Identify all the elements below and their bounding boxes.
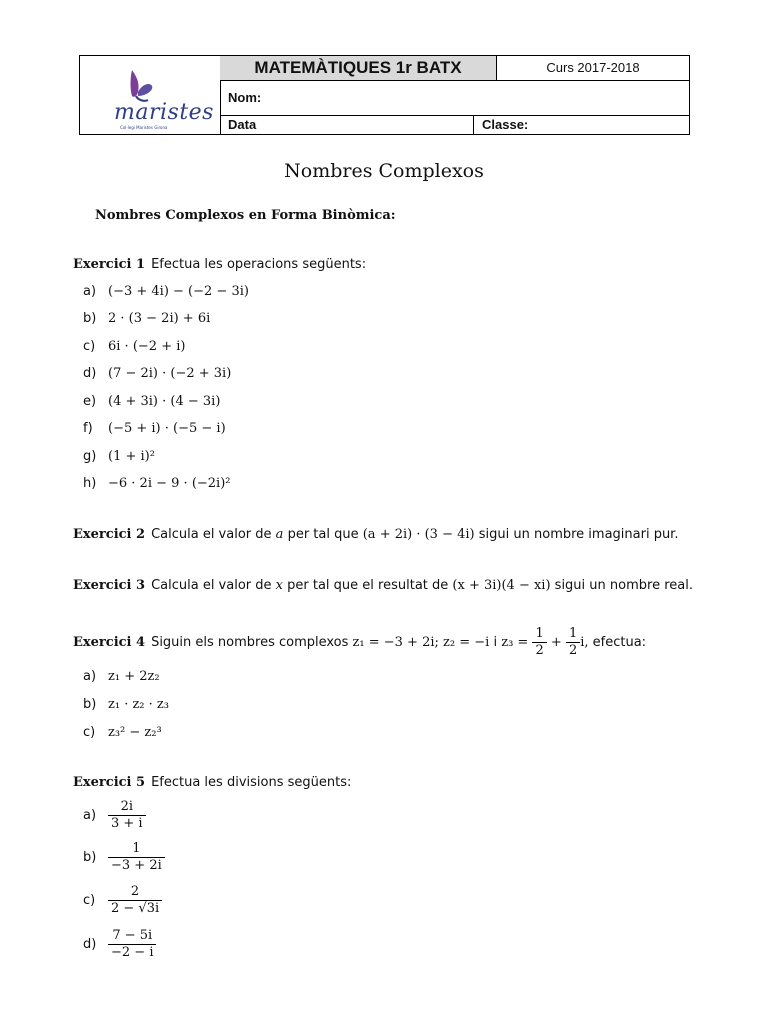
item-label: a) <box>83 284 97 299</box>
exercise-3-text: per tal que el resultat de <box>287 578 449 593</box>
item-expression: (7 − 2i) · (−2 + 3i) <box>108 366 232 381</box>
fraction <box>108 884 162 917</box>
fraction-denominator: 2 <box>568 643 578 658</box>
fraction-denominator: 2 <box>535 643 544 658</box>
item-label: g) <box>83 449 97 464</box>
fraction-numerator: 7 − 5i <box>108 928 156 945</box>
exercise-1-statement <box>73 257 366 272</box>
item-expression: (−5 + i) · (−5 − i) <box>108 421 226 436</box>
fraction-numerator: 1 <box>108 841 165 858</box>
exercise-4-item <box>83 697 169 712</box>
exercise-2-text: sigui un nombre imaginari pur. <box>478 527 679 542</box>
exercise-5-statement <box>73 775 351 790</box>
z1-definition: z₁ = −3 + 2i; <box>352 635 439 650</box>
exercise-1-item <box>83 311 210 326</box>
exercise-4-text: efectua: <box>592 635 647 650</box>
exercise-1-label: Exercici 1 <box>73 257 146 272</box>
header-table <box>79 55 690 135</box>
variable-a: a <box>275 527 284 542</box>
item-expression: 6i · (−2 + i) <box>108 339 186 354</box>
subject-title: MATEMÀTIQUES 1r BATX <box>220 56 497 81</box>
item-label: a) <box>83 669 97 684</box>
logo-wordmark: maristes <box>114 100 214 125</box>
exercise-3-statement <box>73 578 693 593</box>
fraction-numerator: 1 <box>566 626 580 643</box>
variable-x: x <box>275 578 283 593</box>
exercise-4-item <box>83 725 162 740</box>
name-field[interactable]: Nom: <box>220 81 689 116</box>
item-label: c) <box>83 725 96 740</box>
item-label: b) <box>83 697 97 712</box>
item-label: a) <box>83 808 97 823</box>
item-label: d) <box>83 366 97 381</box>
item-expression: (4 + 3i) · (4 − 3i) <box>108 394 221 409</box>
item-label: b) <box>83 311 97 326</box>
exercise-4-item <box>83 669 160 684</box>
item-label: e) <box>83 394 97 409</box>
exercise-2-expression: (a + 2i) · (3 − 4i) <box>362 527 475 542</box>
z3-prefix: z₃ = <box>501 635 529 650</box>
section-heading: Nombres Complexos en Forma Binòmica: <box>95 208 396 223</box>
exercise-5-item <box>83 928 156 961</box>
fraction-numerator: 2 <box>108 884 162 901</box>
logo-cell <box>80 56 221 134</box>
fraction-denominator: 2 − √3i <box>111 901 160 916</box>
item-expression: z₃² − z₂³ <box>108 725 162 740</box>
exercise-4-label: Exercici 4 <box>73 635 146 650</box>
exercise-1-item <box>83 449 155 464</box>
item-expression: z₁ · z₂ · z₃ <box>108 697 169 712</box>
conjunction: i <box>493 635 498 650</box>
plus-sign: + <box>550 635 562 650</box>
exercise-2-label: Exercici 2 <box>73 527 146 542</box>
exercise-2-statement <box>73 527 678 542</box>
exercise-1-item <box>83 421 226 436</box>
exercise-5-item <box>83 799 146 832</box>
exercise-5-item <box>83 841 165 874</box>
item-label: b) <box>83 850 97 865</box>
exercise-2-text: Calcula el valor de <box>151 527 272 542</box>
fraction <box>566 626 580 659</box>
exercise-3-label: Exercici 3 <box>73 578 146 593</box>
fraction-denominator: −2 − i <box>111 945 154 960</box>
exercise-4-statement <box>73 626 646 659</box>
fraction <box>532 626 546 659</box>
item-label: f) <box>83 421 93 436</box>
item-expression: z₁ + 2z₂ <box>108 669 160 684</box>
exercise-2-text: per tal que <box>287 527 359 542</box>
item-expression: 2 · (3 − 2i) + 6i <box>108 311 211 326</box>
item-label: c) <box>83 893 96 908</box>
z2-definition: z₂ = −i <box>443 635 490 650</box>
z3-suffix: i, <box>580 635 589 650</box>
exercise-5-text: Efectua les divisions següents: <box>151 775 352 790</box>
item-expression: −6 · 2i − 9 · (−2i)² <box>108 476 231 491</box>
item-label: d) <box>83 937 97 952</box>
exercise-1-item <box>83 476 231 491</box>
fraction-numerator: 1 <box>532 626 546 643</box>
item-label: h) <box>83 476 97 491</box>
exercise-1-item <box>83 284 249 299</box>
class-field[interactable]: Classe: <box>482 117 529 132</box>
exercise-3-text: sigui un nombre real. <box>554 578 693 593</box>
exercise-5-item <box>83 884 162 917</box>
logo-subtext: Col·legi Maristes Girona <box>120 125 168 130</box>
fraction-numerator: 2i <box>108 799 146 816</box>
fraction <box>108 841 165 874</box>
fraction <box>108 799 146 832</box>
item-expression: (−3 + 4i) − (−2 − 3i) <box>108 284 249 299</box>
fraction-denominator: −3 + 2i <box>111 858 162 873</box>
exercise-1-item <box>83 394 220 409</box>
exercise-4-text: Siguin els nombres complexos <box>151 635 349 650</box>
exercise-3-expression: (x + 3i)(4 − xi) <box>452 578 551 593</box>
course-year: Curs 2017-2018 <box>497 56 689 81</box>
page-title: Nombres Complexos <box>284 160 484 182</box>
exercise-3-text: Calcula el valor de <box>151 578 272 593</box>
fraction-denominator: 3 + i <box>111 816 143 831</box>
item-expression: (1 + i)² <box>108 449 155 464</box>
exercise-5-label: Exercici 5 <box>73 775 146 790</box>
exercise-1-item <box>83 366 231 381</box>
fraction <box>108 928 156 961</box>
exercise-1-text: Efectua les operacions següents: <box>151 257 367 272</box>
exercise-1-item <box>83 339 185 354</box>
item-label: c) <box>83 339 96 354</box>
date-field[interactable]: Data <box>220 116 474 134</box>
